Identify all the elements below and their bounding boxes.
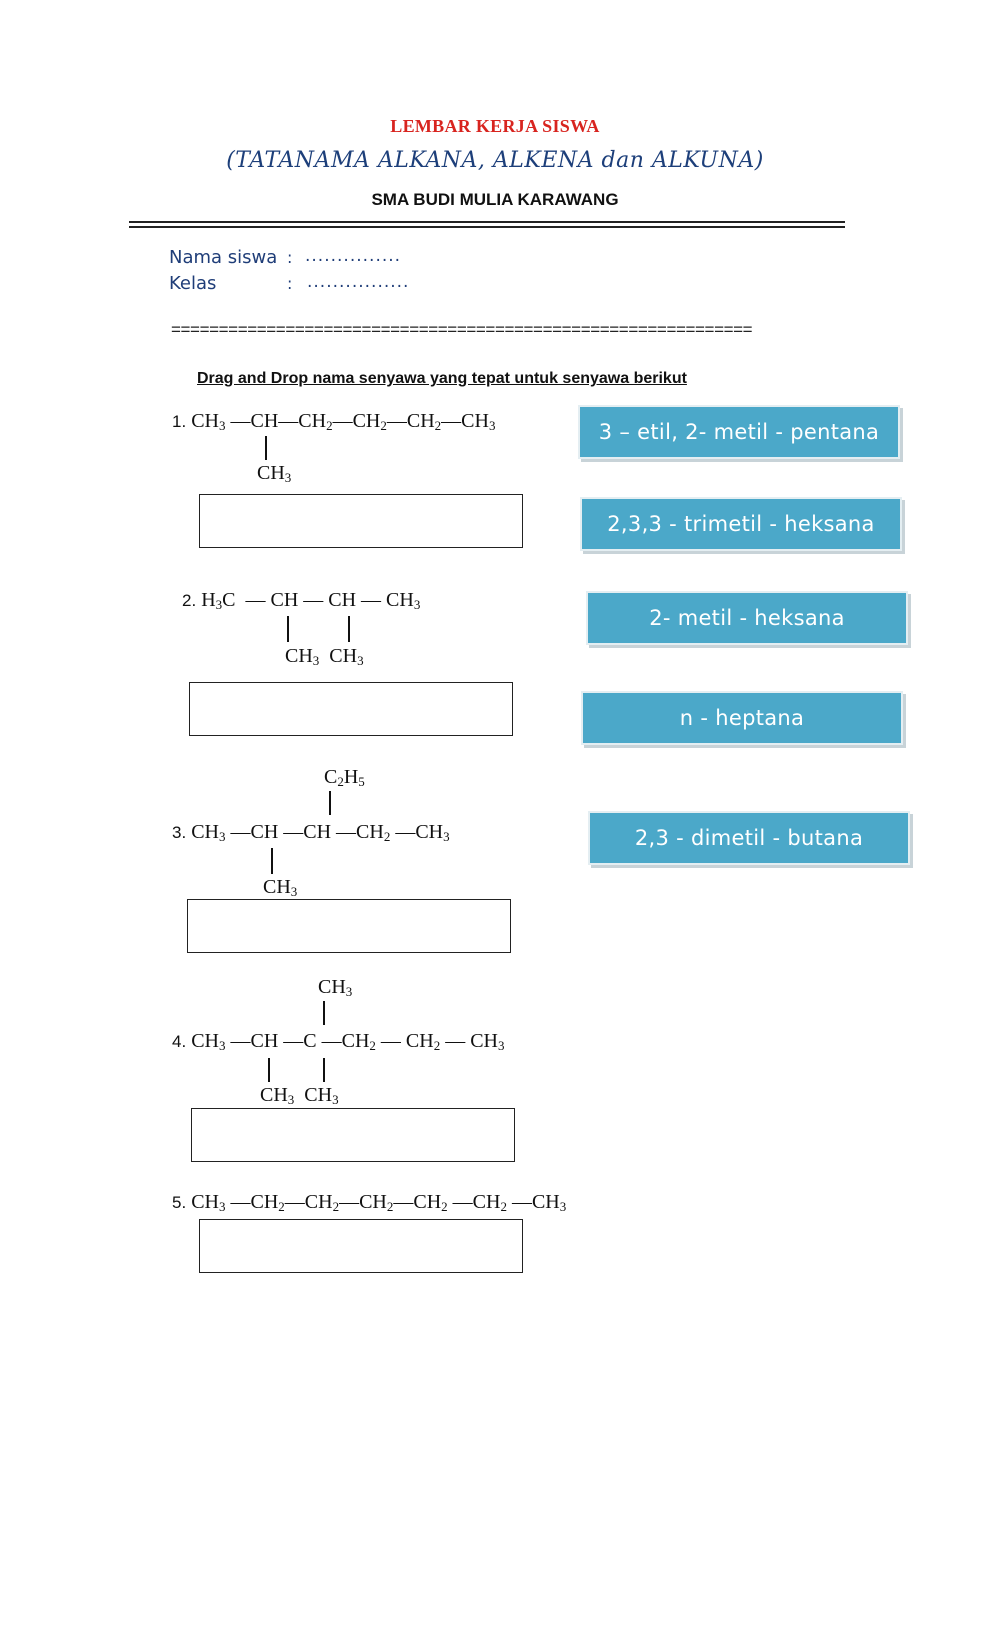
- school-name: SMA BUDI MULIA KARAWANG: [371, 190, 619, 209]
- answer-chip-2[interactable]: 2,3,3 - trimetil - heksana: [580, 497, 902, 551]
- answer-dropzone-2[interactable]: [189, 682, 513, 736]
- question-2-bond-a: [287, 616, 289, 642]
- question-3-bottom-branch: $CH_3$: [263, 876, 298, 899]
- question-5-formula: 5. $CH_3$ $—CH_2—CH_2—CH_2—CH_2$ $—CH_2$ $—CH_3$: [172, 1191, 567, 1214]
- worksheet-title: LEMBAR KERJA SISWA: [390, 116, 600, 136]
- question-4-number: 4.: [172, 1032, 187, 1051]
- question-4-bond-a: [268, 1058, 270, 1082]
- question-1-number: 1.: [172, 412, 187, 431]
- worksheet-subtitle: (TATANAMA ALKANA, ALKENA dan ALKUNA): [226, 148, 764, 173]
- question-2-number: 2.: [182, 591, 197, 610]
- separator-line: =============================================================: [171, 320, 753, 339]
- question-3-formula: 3. $CH_3$ —CH —CH $—CH_2$ $—CH_3$: [172, 821, 450, 844]
- question-4-bond-b: [323, 1058, 325, 1082]
- instruction-text: Drag and Drop nama senyawa yang tepat untuk senyawa berikut: [197, 370, 687, 387]
- answer-chip-3[interactable]: 2- metil - heksana: [586, 591, 908, 645]
- question-3-number: 3.: [172, 823, 187, 842]
- name-colon: :: [287, 248, 293, 267]
- question-1-branch: $CH_3$: [257, 462, 292, 485]
- question-2-branches: $CH_3$ $CH_3$: [285, 645, 364, 668]
- answer-dropzone-3[interactable]: [187, 899, 511, 953]
- question-2-formula: 2. $H_3C$ — CH — CH — $CH_3$: [182, 589, 421, 612]
- header-rule-top: [129, 221, 845, 223]
- question-4-bond-top: [323, 1001, 325, 1025]
- question-4-formula: 4. $CH_3$ —CH —C $—CH_2$ — $CH_2$ — $CH_3$: [172, 1030, 505, 1053]
- question-1-formula: 1. $CH_3$ $—CH—CH_2—CH_2—CH_2—CH_3$: [172, 410, 496, 433]
- name-label: Nama siswa: [169, 247, 278, 268]
- answer-dropzone-4[interactable]: [191, 1108, 515, 1162]
- class-label: Kelas: [169, 273, 217, 294]
- question-3-top-branch: $C_2H_5$: [324, 766, 365, 789]
- answer-chip-5[interactable]: 2,3 - dimetil - butana: [588, 811, 910, 865]
- answer-chip-1[interactable]: 3 – etil, 2- metil - pentana: [578, 405, 900, 459]
- question-2-bond-b: [348, 616, 350, 642]
- question-3-bond-bottom: [271, 848, 273, 874]
- question-4-top-branch: $CH_3$: [318, 976, 353, 999]
- question-5-number: 5.: [172, 1193, 187, 1212]
- answer-dropzone-1[interactable]: [199, 494, 523, 548]
- class-colon: :: [287, 274, 293, 293]
- question-1-bond: [265, 436, 267, 460]
- question-4-bottom-branches: $CH_3$ $CH_3$: [260, 1084, 339, 1107]
- answer-dropzone-5[interactable]: [199, 1219, 523, 1273]
- class-field[interactable]: ................: [307, 272, 410, 292]
- answer-chip-4[interactable]: n - heptana: [581, 691, 903, 745]
- name-field[interactable]: ...............: [305, 246, 402, 266]
- question-3-bond-top: [329, 791, 331, 815]
- header-rule-bottom: [129, 226, 845, 228]
